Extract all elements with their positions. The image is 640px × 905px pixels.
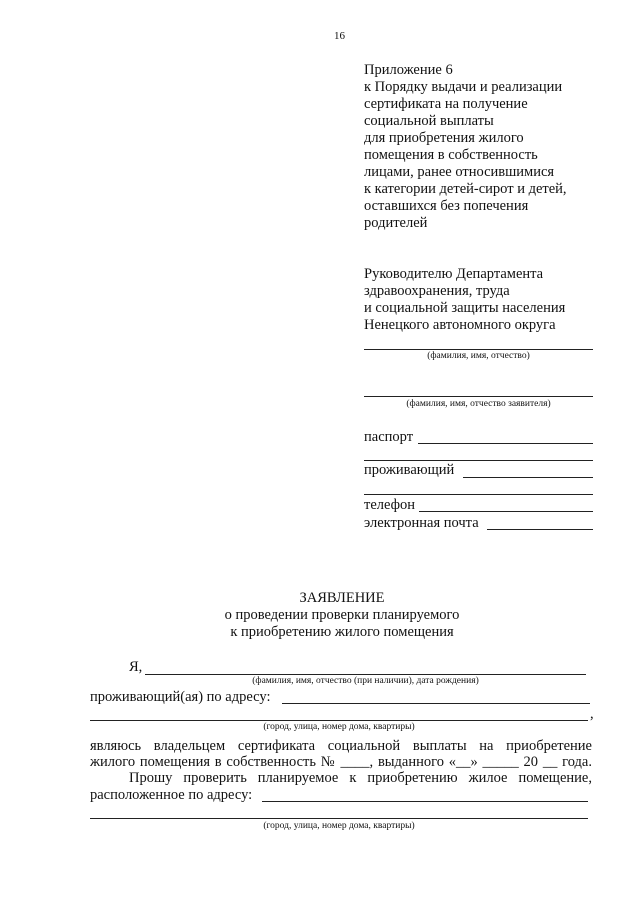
addressee-line: Ненецкого автономного округа [364, 317, 556, 333]
passport-field-line2[interactable] [364, 460, 593, 461]
phone-label: телефон [364, 497, 416, 513]
residing-field[interactable] [463, 477, 593, 478]
head-name-caption: (фамилия, имя, отчество) [427, 351, 530, 361]
addressee-block [364, 266, 565, 334]
residing-field-line2[interactable] [364, 494, 593, 495]
appendix-line: к категории детей-сирот и детей, [364, 181, 567, 197]
appendix-line: помещения в собственность [364, 147, 538, 163]
addressee-line: и социальной защиты населения [364, 300, 566, 316]
residing-address-field-line2[interactable] [90, 720, 588, 721]
addressee-line: Руководителю Департамента [364, 266, 544, 282]
appendix-line: к Порядку выдачи и реализации [364, 79, 563, 95]
applicant-name-line[interactable] [364, 396, 593, 397]
passport-label: паспорт [364, 429, 414, 445]
statement-subtitle-2: к приобретению жилого помещения [230, 624, 454, 640]
fio-field[interactable] [145, 674, 586, 675]
residing-address-field[interactable] [282, 703, 590, 704]
applicant-name-caption: (фамилия, имя, отчество заявителя) [406, 399, 551, 409]
appendix-line: родителей [364, 215, 428, 231]
property-address-field-line2[interactable] [90, 818, 588, 819]
appendix-line: социальной выплаты [364, 113, 494, 129]
owner-line-1: являюсь владельцем сертификата социальной выплаты на приобретение [90, 738, 592, 754]
statement-subtitle-1: о проведении проверки планируемого [224, 607, 460, 623]
passport-field[interactable] [418, 443, 593, 444]
appendix-line: для приобретения жилого [364, 130, 524, 146]
phone-field[interactable] [419, 511, 593, 512]
page-number: 16 [334, 30, 345, 42]
property-address-field[interactable] [262, 801, 588, 802]
residing-label: проживающий [364, 462, 455, 478]
statement-title: ЗАЯВЛЕНИЕ [299, 590, 385, 606]
property-address-caption: (город, улица, номер дома, квартиры) [263, 821, 415, 831]
request-line-2: расположенное по адресу: [90, 787, 253, 803]
owner-line-2: жилого помещения в собственность № ____, выданного «__» _____ 20 __ года. [90, 754, 592, 770]
i-label: Я, [129, 659, 143, 675]
appendix-line: лицами, ранее относившимися [364, 164, 555, 180]
email-label: электронная почта [364, 515, 479, 531]
request-line-1: Прошу проверить планируемое к приобретению жилое помещение, [129, 770, 592, 786]
head-name-line[interactable] [364, 349, 593, 350]
appendix-line: оставшихся без попечения [364, 198, 529, 214]
appendix-line: Приложение 6 [364, 62, 453, 78]
addressee-line: здравоохранения, труда [364, 283, 510, 299]
address-comma: , [590, 706, 594, 722]
address-caption: (город, улица, номер дома, квартиры) [263, 722, 415, 732]
appendix-block [364, 62, 567, 232]
email-field[interactable] [487, 529, 593, 530]
residing-address-label: проживающий(ая) по адресу: [90, 689, 271, 705]
fio-caption: (фамилия, имя, отчество (при наличии), дата рождения) [252, 676, 479, 686]
appendix-line: сертификата на получение [364, 96, 528, 112]
